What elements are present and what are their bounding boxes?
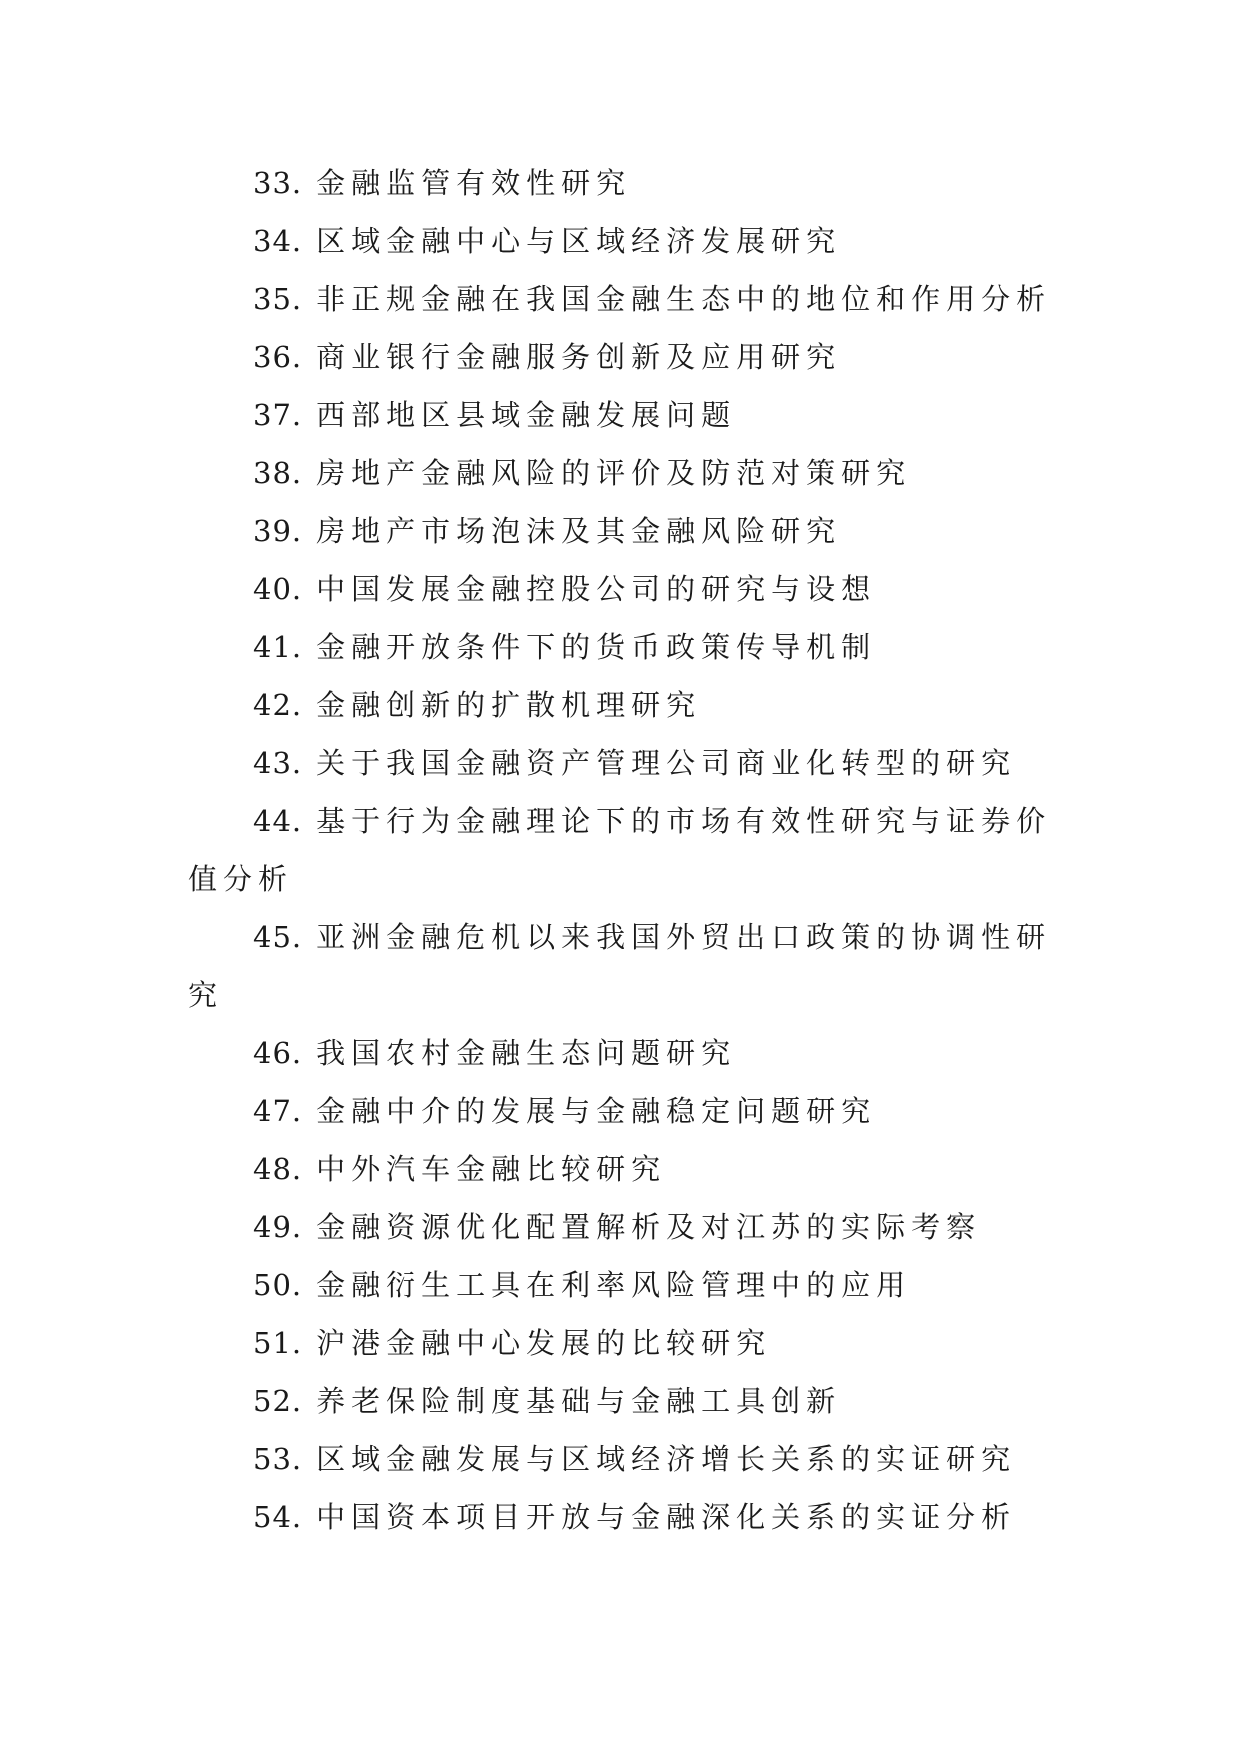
list-item — [188, 1488, 1068, 1546]
list-item — [188, 502, 1068, 560]
list-item — [188, 560, 1068, 618]
item-text: 金融开放条件下的货币政策传导机制 — [316, 630, 877, 664]
item-text: 房地产市场泡沫及其金融风险研究 — [316, 514, 842, 548]
item-text: 区域金融发展与区域经济增长关系的实证研究 — [316, 1442, 1017, 1476]
item-text: 非正规金融在我国金融生态中的地位和作用分析 — [316, 282, 1052, 316]
item-text: 金融中介的发展与金融稳定问题研究 — [316, 1094, 877, 1128]
list-item — [188, 328, 1068, 386]
item-number: 34. — [253, 224, 303, 258]
list-item — [188, 1372, 1068, 1430]
item-number: 37. — [253, 398, 303, 432]
list-item — [188, 270, 1068, 328]
item-number: 35. — [253, 282, 303, 316]
item-number: 38. — [253, 456, 303, 490]
item-number: 45. — [253, 920, 303, 954]
list-item — [188, 1024, 1068, 1082]
item-text: 中外汽车金融比较研究 — [316, 1152, 667, 1186]
list-item — [188, 386, 1068, 444]
item-text: 我国农村金融生态问题研究 — [316, 1036, 737, 1070]
list-item — [188, 1082, 1068, 1140]
item-text: 沪港金融中心发展的比较研究 — [316, 1326, 772, 1360]
item-number: 44. — [253, 804, 303, 838]
item-number: 41. — [253, 630, 303, 664]
item-number: 47. — [253, 1094, 303, 1128]
item-number: 51. — [253, 1326, 303, 1360]
item-text: 中国发展金融控股公司的研究与设想 — [316, 572, 877, 606]
item-text: 金融监管有效性研究 — [316, 166, 632, 200]
item-number: 40. — [253, 572, 303, 606]
item-number: 48. — [253, 1152, 303, 1186]
list-item — [188, 1314, 1068, 1372]
item-number: 54. — [253, 1500, 303, 1534]
item-text: 中国资本项目开放与金融深化关系的实证分析 — [316, 1500, 1017, 1534]
item-text: 房地产金融风险的评价及防范对策研究 — [316, 456, 912, 490]
list-item — [188, 908, 1068, 1024]
item-number: 42. — [253, 688, 303, 722]
list-item — [188, 1140, 1068, 1198]
list-item — [188, 212, 1068, 270]
item-number: 33. — [253, 166, 303, 200]
item-text: 金融资源优化配置解析及对江苏的实际考察 — [316, 1210, 982, 1244]
list-item — [188, 1256, 1068, 1314]
item-number: 43. — [253, 746, 303, 780]
item-text: 亚洲金融危机以来我国外贸出口政策的协调性研究 — [188, 920, 1052, 1012]
item-number: 52. — [253, 1384, 303, 1418]
item-text: 金融创新的扩散机理研究 — [316, 688, 702, 722]
item-text: 商业银行金融服务创新及应用研究 — [316, 340, 842, 374]
item-text: 基于行为金融理论下的市场有效性研究与证券价值分析 — [188, 804, 1052, 896]
list-item — [188, 792, 1068, 908]
list-item — [188, 676, 1068, 734]
topic-list — [188, 154, 1068, 1546]
list-item — [188, 154, 1068, 212]
list-item — [188, 444, 1068, 502]
list-item — [188, 1198, 1068, 1256]
list-item — [188, 734, 1068, 792]
item-text: 关于我国金融资产管理公司商业化转型的研究 — [316, 746, 1017, 780]
item-number: 49. — [253, 1210, 303, 1244]
list-item — [188, 618, 1068, 676]
item-number: 53. — [253, 1442, 303, 1476]
item-text: 养老保险制度基础与金融工具创新 — [316, 1384, 842, 1418]
item-number: 50. — [253, 1268, 303, 1302]
item-text: 区域金融中心与区域经济发展研究 — [316, 224, 842, 258]
list-item — [188, 1430, 1068, 1488]
item-number: 39. — [253, 514, 303, 548]
item-text: 金融衍生工具在利率风险管理中的应用 — [316, 1268, 912, 1302]
item-text: 西部地区县域金融发展问题 — [316, 398, 737, 432]
item-number: 46. — [253, 1036, 303, 1070]
item-number: 36. — [253, 340, 303, 374]
